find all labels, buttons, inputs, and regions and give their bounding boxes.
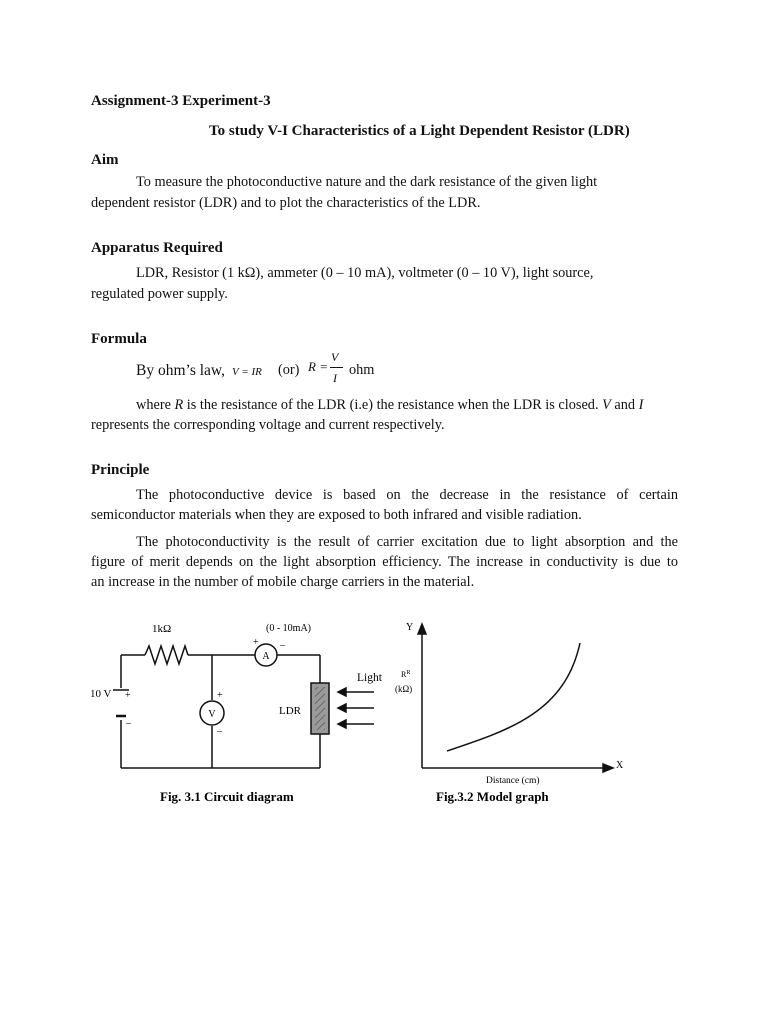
resistor-label: 1kΩ [152,623,172,635]
formula-heading: Formula [91,331,147,347]
ammeter-plus: + [253,637,259,648]
battery-plus: + [125,690,131,701]
ammeter-range-label: (0 - 10mA) [266,623,311,634]
document-title: To study V-I Characteristics of a Light Dependent Resistor (LDR) [209,123,630,139]
formula-where-line-1: where R is the resistance of the LDR (i.e) the resistance when the LDR is closed. V and I [136,397,644,413]
resistance-curve [447,643,580,751]
principle-p2-line-3: an increase in the number of mobile charge carriers in the material. [91,574,475,590]
y-axis-letter: Y [406,622,414,633]
circuit-caption: Fig. 3.1 Circuit diagram [160,789,294,804]
principle-p1-line-2: semiconductor materials when they are exposed to both infrared and visible radiation. [91,507,582,523]
assignment-heading: Assignment-3 Experiment-3 [91,93,271,109]
formula-r-lhs: R = [308,359,328,374]
x-axis-arrow [603,764,613,772]
graph-caption: Fig.3.2 Model graph [436,789,549,804]
ammeter-minus: – [280,640,285,651]
principle-p1-line-1: The photoconductive device is based on the decrease in the resistance of certain [136,487,678,503]
formula-unit: ohm [349,362,375,378]
voltmeter-plus: + [217,690,223,701]
aim-text-line-1: To measure the photoconductive nature and the dark resistance of the given light [136,174,598,190]
x-axis-label: Distance (cm) [486,776,540,786]
formula-ohms-law: V = IR [232,366,262,378]
voltmeter-letter: V [208,709,216,720]
apparatus-text-line-1: LDR, Resistor (1 kΩ), ammeter (0 – 10 mA), voltmeter (0 – 10 V), light source, [136,265,594,281]
formula-lead: By ohm’s law, [136,362,225,379]
ldr-label: LDR [279,705,301,717]
principle-p2-line-2: figure of merit depends on the light absorption efficiency. The increase in conductivity is due to [91,554,678,570]
light-label: Light [357,672,382,684]
y-axis-label: $R^R$ [401,670,411,679]
principle-p2-line-1: The photoconductivity is the result of carrier excitation due to light absorption and the [136,534,678,550]
resistor-symbol [145,646,188,664]
light-arrows [338,688,374,728]
graph-axes [418,624,613,772]
y-axis-arrow [418,624,426,634]
formula-where-line-2: represents the corresponding voltage and current respectively. [91,417,445,433]
formula-denominator: I [333,371,337,385]
ammeter-letter: A [262,651,270,662]
source-label: 10 V [90,688,112,700]
battery-minus: – [126,718,131,729]
x-axis-letter: X [616,760,624,771]
aim-heading: Aim [91,152,119,168]
formula-or: (or) [278,362,300,378]
apparatus-text-line-2: regulated power supply. [91,286,228,302]
apparatus-heading: Apparatus Required [91,240,223,256]
principle-heading: Principle [91,462,150,478]
formula-numerator: V [331,350,339,364]
y-axis-unit: (kΩ) [395,684,413,694]
voltmeter-minus: – [217,726,222,737]
aim-text-line-2: dependent resistor (LDR) and to plot the characteristics of the LDR. [91,195,481,211]
